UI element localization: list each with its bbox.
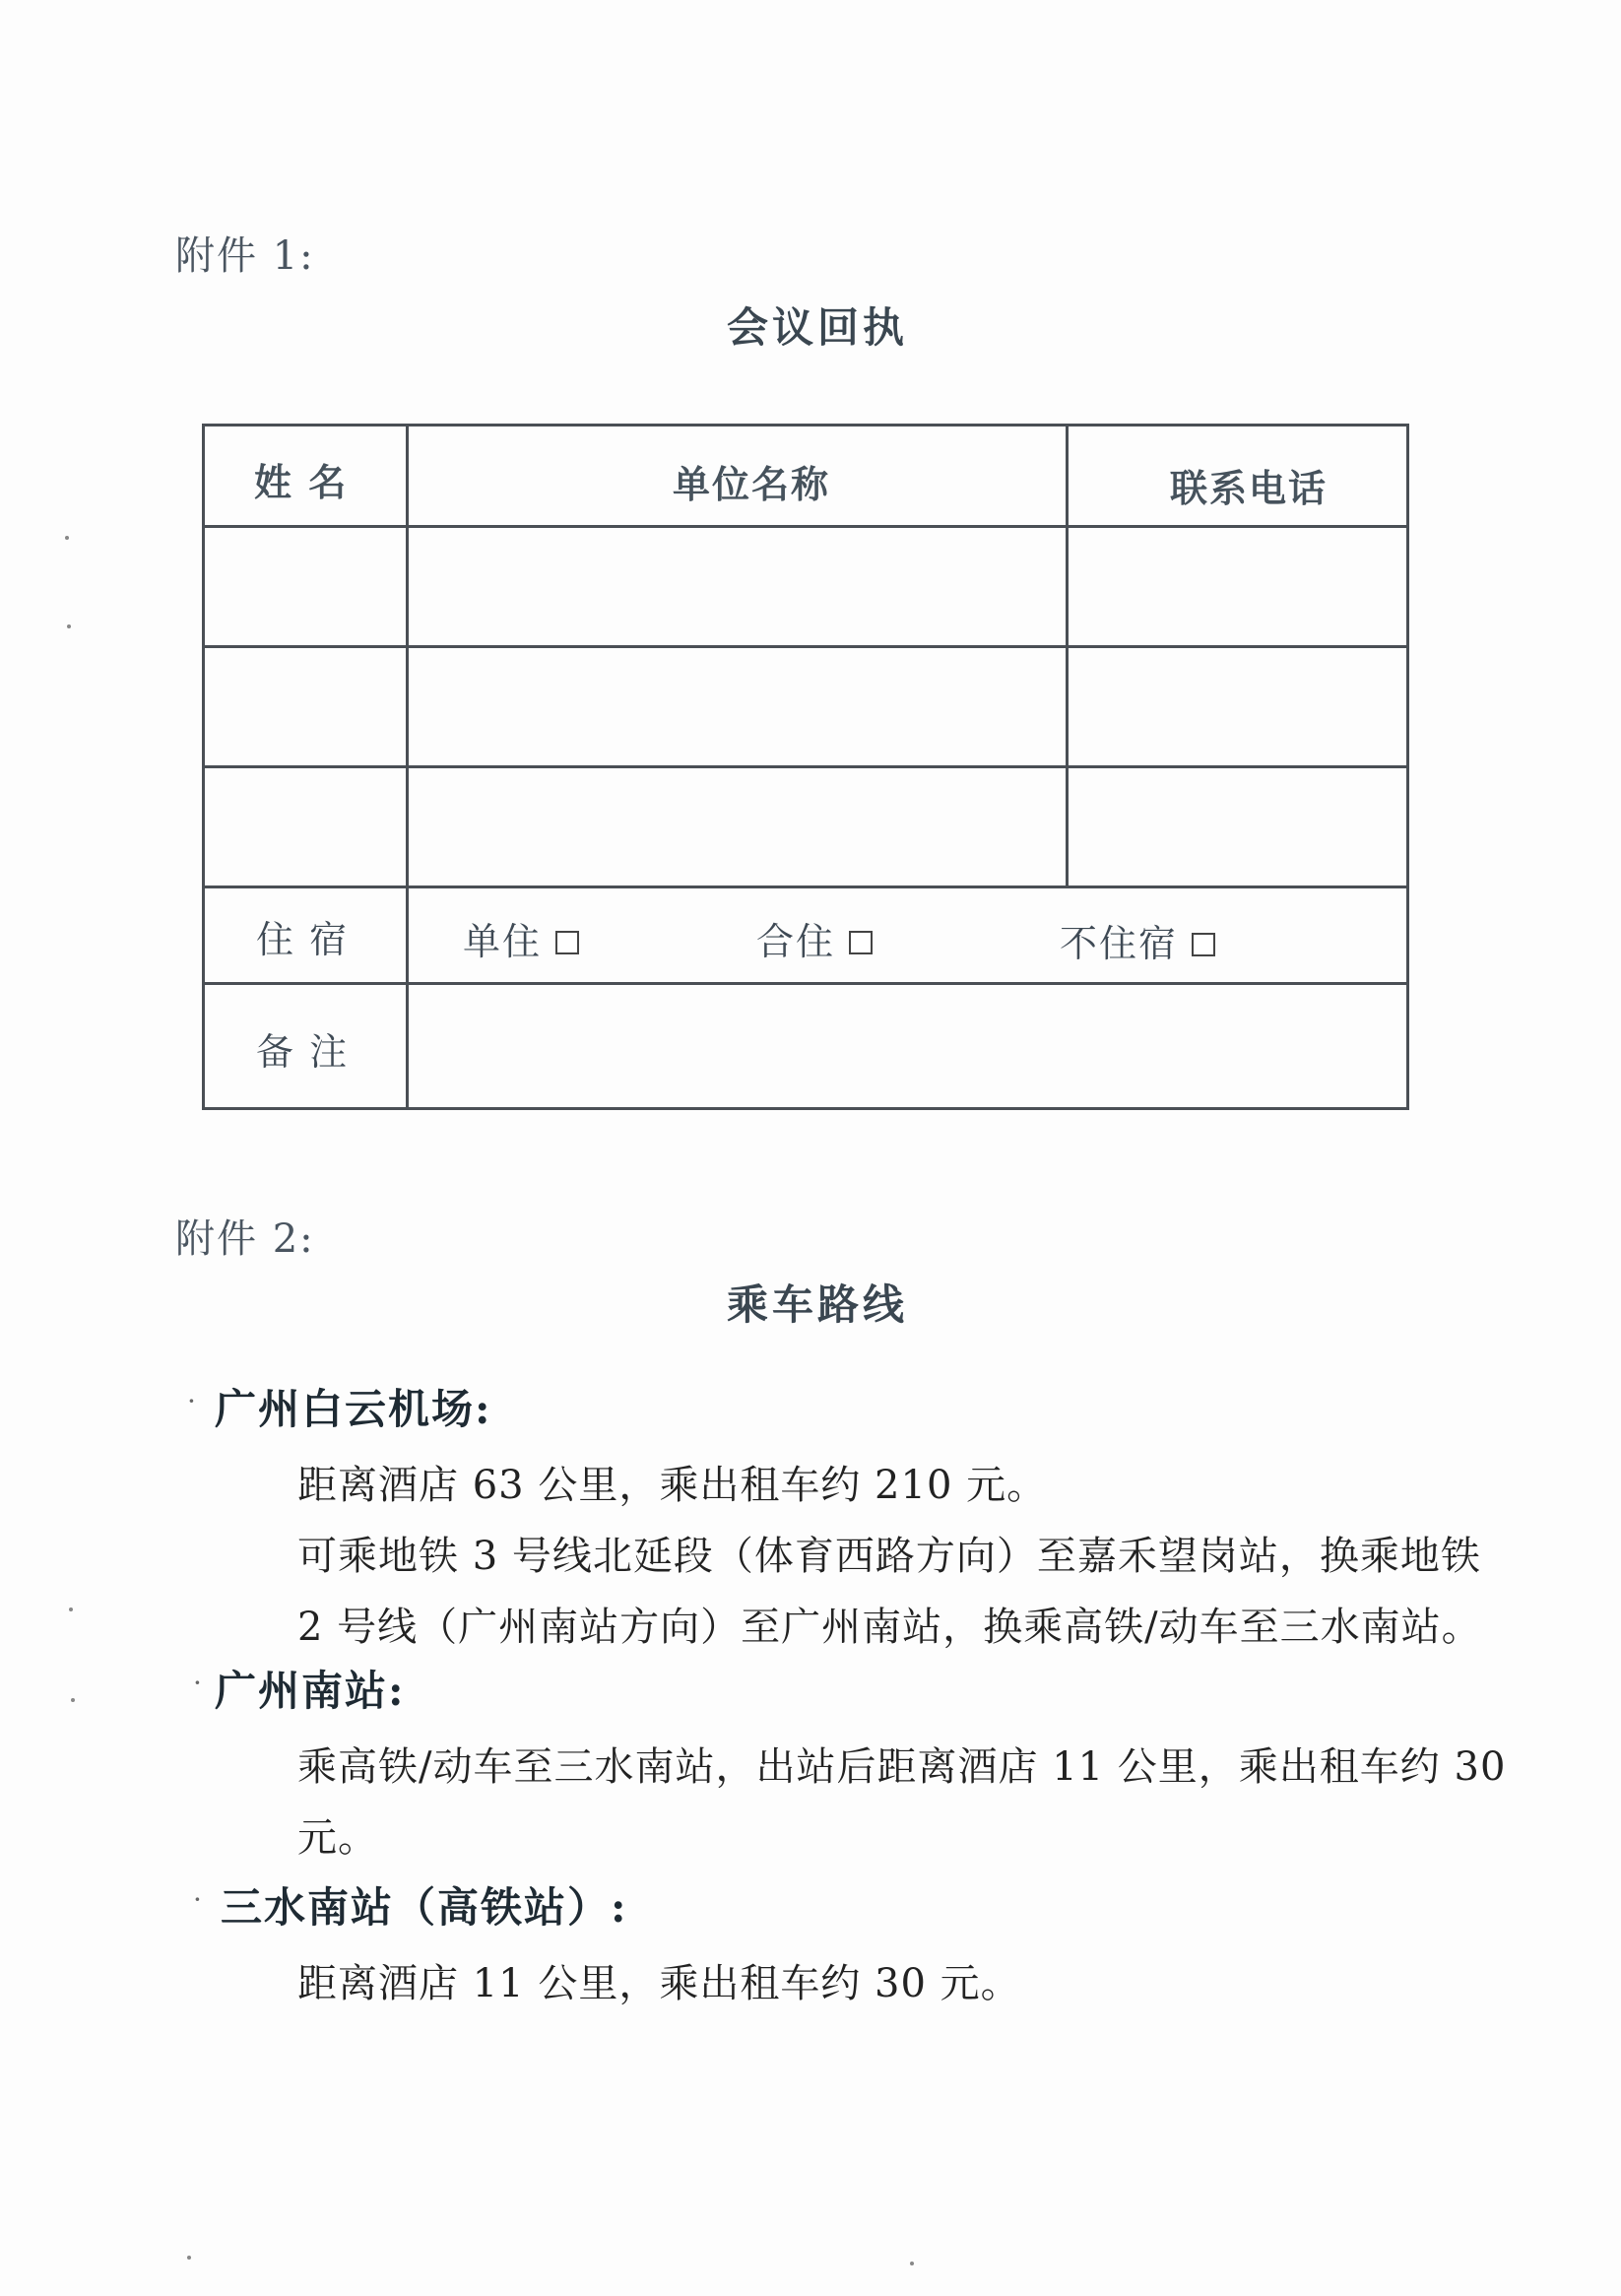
route-line: 元。	[297, 1815, 378, 1861]
scan-speck	[69, 1607, 73, 1611]
route-heading-sanshui-south: 三水南站（高铁站）:	[221, 1883, 628, 1932]
table-rule	[205, 886, 1406, 888]
phone-cell[interactable]	[1069, 528, 1406, 644]
bullet-dot: ·	[193, 1883, 202, 1916]
route-line: 2 号线（广州南站方向）至广州南站，换乘高铁/动车至三水南站。	[297, 1605, 1482, 1650]
route-line: 可乘地铁 3 号线北延段（体育西路方向）至嘉禾望岗站，换乘地铁	[297, 1534, 1481, 1579]
lodging-option-label: 单住	[463, 920, 543, 963]
lodging-label: 住 宿	[256, 918, 350, 961]
scan-speck	[71, 1698, 75, 1702]
unit-cell[interactable]	[409, 528, 1065, 644]
routes-title: 乘车路线	[726, 1280, 908, 1329]
checkbox-icon[interactable]	[555, 931, 579, 954]
scan-speck	[910, 2262, 914, 2265]
route-heading-airport: 广州白云机场:	[215, 1385, 492, 1433]
lodging-option-label: 合住	[756, 920, 836, 963]
phone-cell[interactable]	[1069, 648, 1406, 764]
unit-cell[interactable]	[409, 768, 1065, 885]
route-line: 距离酒店 63 公里，乘出租车约 210 元。	[297, 1463, 1048, 1508]
lodging-option-shared[interactable]	[756, 911, 873, 965]
phone-cell[interactable]	[1069, 768, 1406, 885]
route-heading-gz-south: 广州南站:	[215, 1667, 406, 1715]
attachment-2-label: 附件 2:	[175, 1216, 315, 1262]
name-cell[interactable]	[208, 528, 405, 644]
checkbox-icon[interactable]	[1192, 933, 1215, 956]
attachment-1-label: 附件 1:	[175, 233, 315, 279]
route-line: 乘高铁/动车至三水南站，出站后距离酒店 11 公里，乘出租车约 30	[297, 1744, 1507, 1790]
unit-cell[interactable]	[409, 648, 1065, 764]
checkbox-icon[interactable]	[849, 931, 873, 954]
lodging-option-label: 不住宿	[1060, 922, 1179, 965]
header-name: 姓 名	[254, 460, 349, 504]
name-cell[interactable]	[208, 768, 405, 885]
header-unit: 单位名称	[673, 462, 831, 506]
lodging-option-single[interactable]	[463, 911, 579, 965]
name-cell[interactable]	[208, 648, 405, 764]
bullet-dot: ·	[187, 1385, 196, 1417]
remarks-label: 备 注	[256, 1030, 350, 1074]
scan-speck	[65, 536, 69, 540]
scan-speck	[67, 624, 71, 628]
lodging-option-none[interactable]	[1060, 913, 1215, 967]
route-line: 距离酒店 11 公里，乘出租车约 30 元。	[297, 1961, 1021, 2006]
receipt-table	[202, 424, 1409, 1110]
remarks-cell[interactable]	[409, 985, 1406, 1107]
scan-speck	[187, 2256, 191, 2260]
header-phone: 联系电话	[1170, 466, 1329, 510]
bullet-dot: ·	[193, 1667, 202, 1699]
receipt-title: 会议回执	[726, 303, 908, 352]
